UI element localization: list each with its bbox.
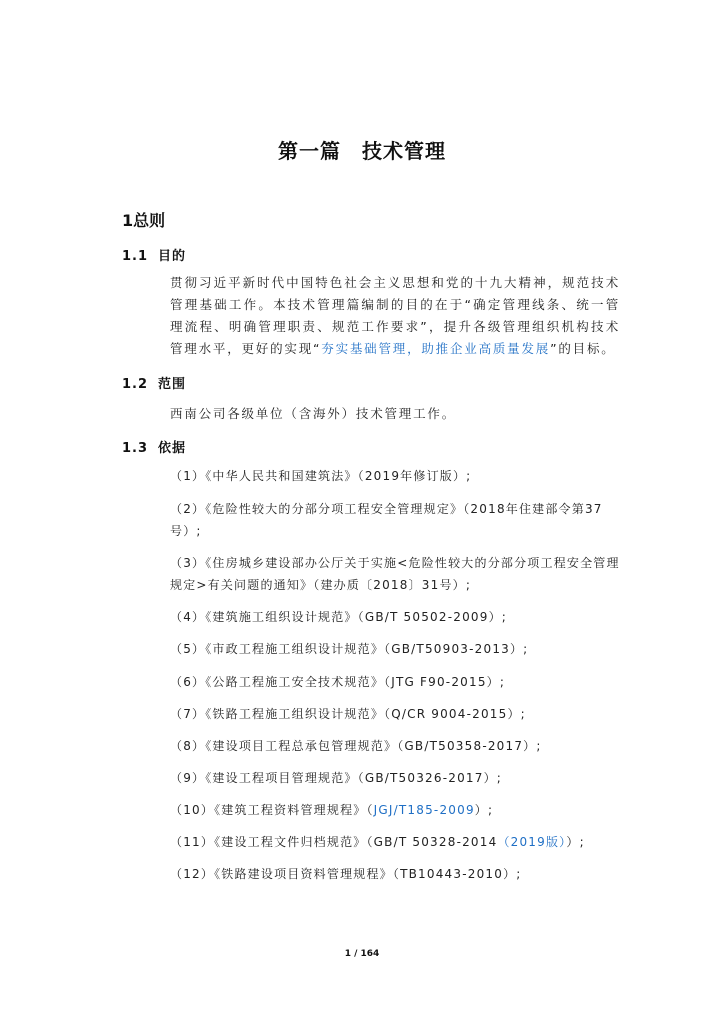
basis-item-text-end: ）; — [566, 835, 585, 849]
chapter-heading: 1总则 — [122, 211, 166, 230]
basis-item: （12）《铁路建设项目资料管理规程》（TB10443-2010）; — [170, 867, 522, 881]
basis-item-text: （11）《建设工程文件归档规范》（GB/T 50328-2014 — [170, 835, 498, 849]
basis-item: （9）《建设工程项目管理规范》（GB/T50326-2017）; — [170, 771, 503, 785]
section-heading-scope — [122, 373, 186, 392]
purpose-highlight: 夯实基础管理，助推企业高质量发展 — [321, 341, 551, 356]
basis-item: （5）《市政工程施工组织设计规范》（GB/T50903-2013）; — [170, 642, 529, 656]
basis-item-text-end: ）; — [474, 803, 494, 817]
scope-paragraph: 西南公司各级单位（含海外）技术管理工作。 — [170, 406, 457, 421]
basis-item: （6）《公路工程施工安全技术规范》（JTG F90-2015）; — [170, 675, 506, 689]
basis-item: （8）《建设项目工程总承包管理规范》（GB/T50358-2017）; — [170, 739, 542, 753]
basis-item-highlight: （2019版） — [497, 835, 567, 849]
page-number: 1 / 164 — [344, 949, 380, 959]
section-number: 1.2 — [122, 377, 149, 392]
basis-item-highlight: JGJ/T185-2009 — [373, 803, 475, 817]
basis-item: （4）《建筑施工组织设计规范》（GB/T 50502-2009）; — [170, 610, 508, 624]
basis-item: （1）《中华人民共和国建筑法》（2019年修订版）; — [170, 469, 472, 483]
purpose-paragraph — [170, 272, 620, 360]
basis-item: （2）《危险性较大的分部分项工程安全管理规定》（2018年住建部令第37号）; — [170, 502, 603, 538]
section-title: 范围 — [158, 377, 187, 392]
section-number: 1.1 — [122, 249, 149, 264]
page-title: 第一篇 技术管理 — [278, 139, 446, 163]
basis-item — [170, 799, 620, 821]
basis-item: （3）《住房城乡建设部办公厅关于实施<危险性较大的分部分项工程安全管理规定>有关问题的通知》（建办质〔2018〕31号）; — [170, 556, 620, 592]
section-title: 依据 — [158, 441, 187, 456]
basis-item: （7）《铁路工程施工组织设计规范》（Q/CR 9004-2015）; — [170, 707, 526, 721]
purpose-text: 贯彻习近平新时代中国特色社会主义思想和党的十九大精神，规范技术管理基础工作。本技术管理篇编制的目的在于“确定管理线条、统一管理流程、明确管理职责、规范工作要求”，提升各级管理组织机构技术管理水平，更好的实现“ — [170, 275, 620, 356]
purpose-text-end: ”的目标。 — [550, 341, 616, 356]
basis-item-text: （10）《建筑工程资料管理规程》（ — [170, 803, 374, 817]
basis-item — [170, 831, 620, 853]
section-heading-basis — [122, 437, 186, 456]
section-number: 1.3 — [122, 441, 149, 456]
section-heading-purpose — [122, 245, 186, 264]
section-title: 目的 — [158, 249, 187, 264]
